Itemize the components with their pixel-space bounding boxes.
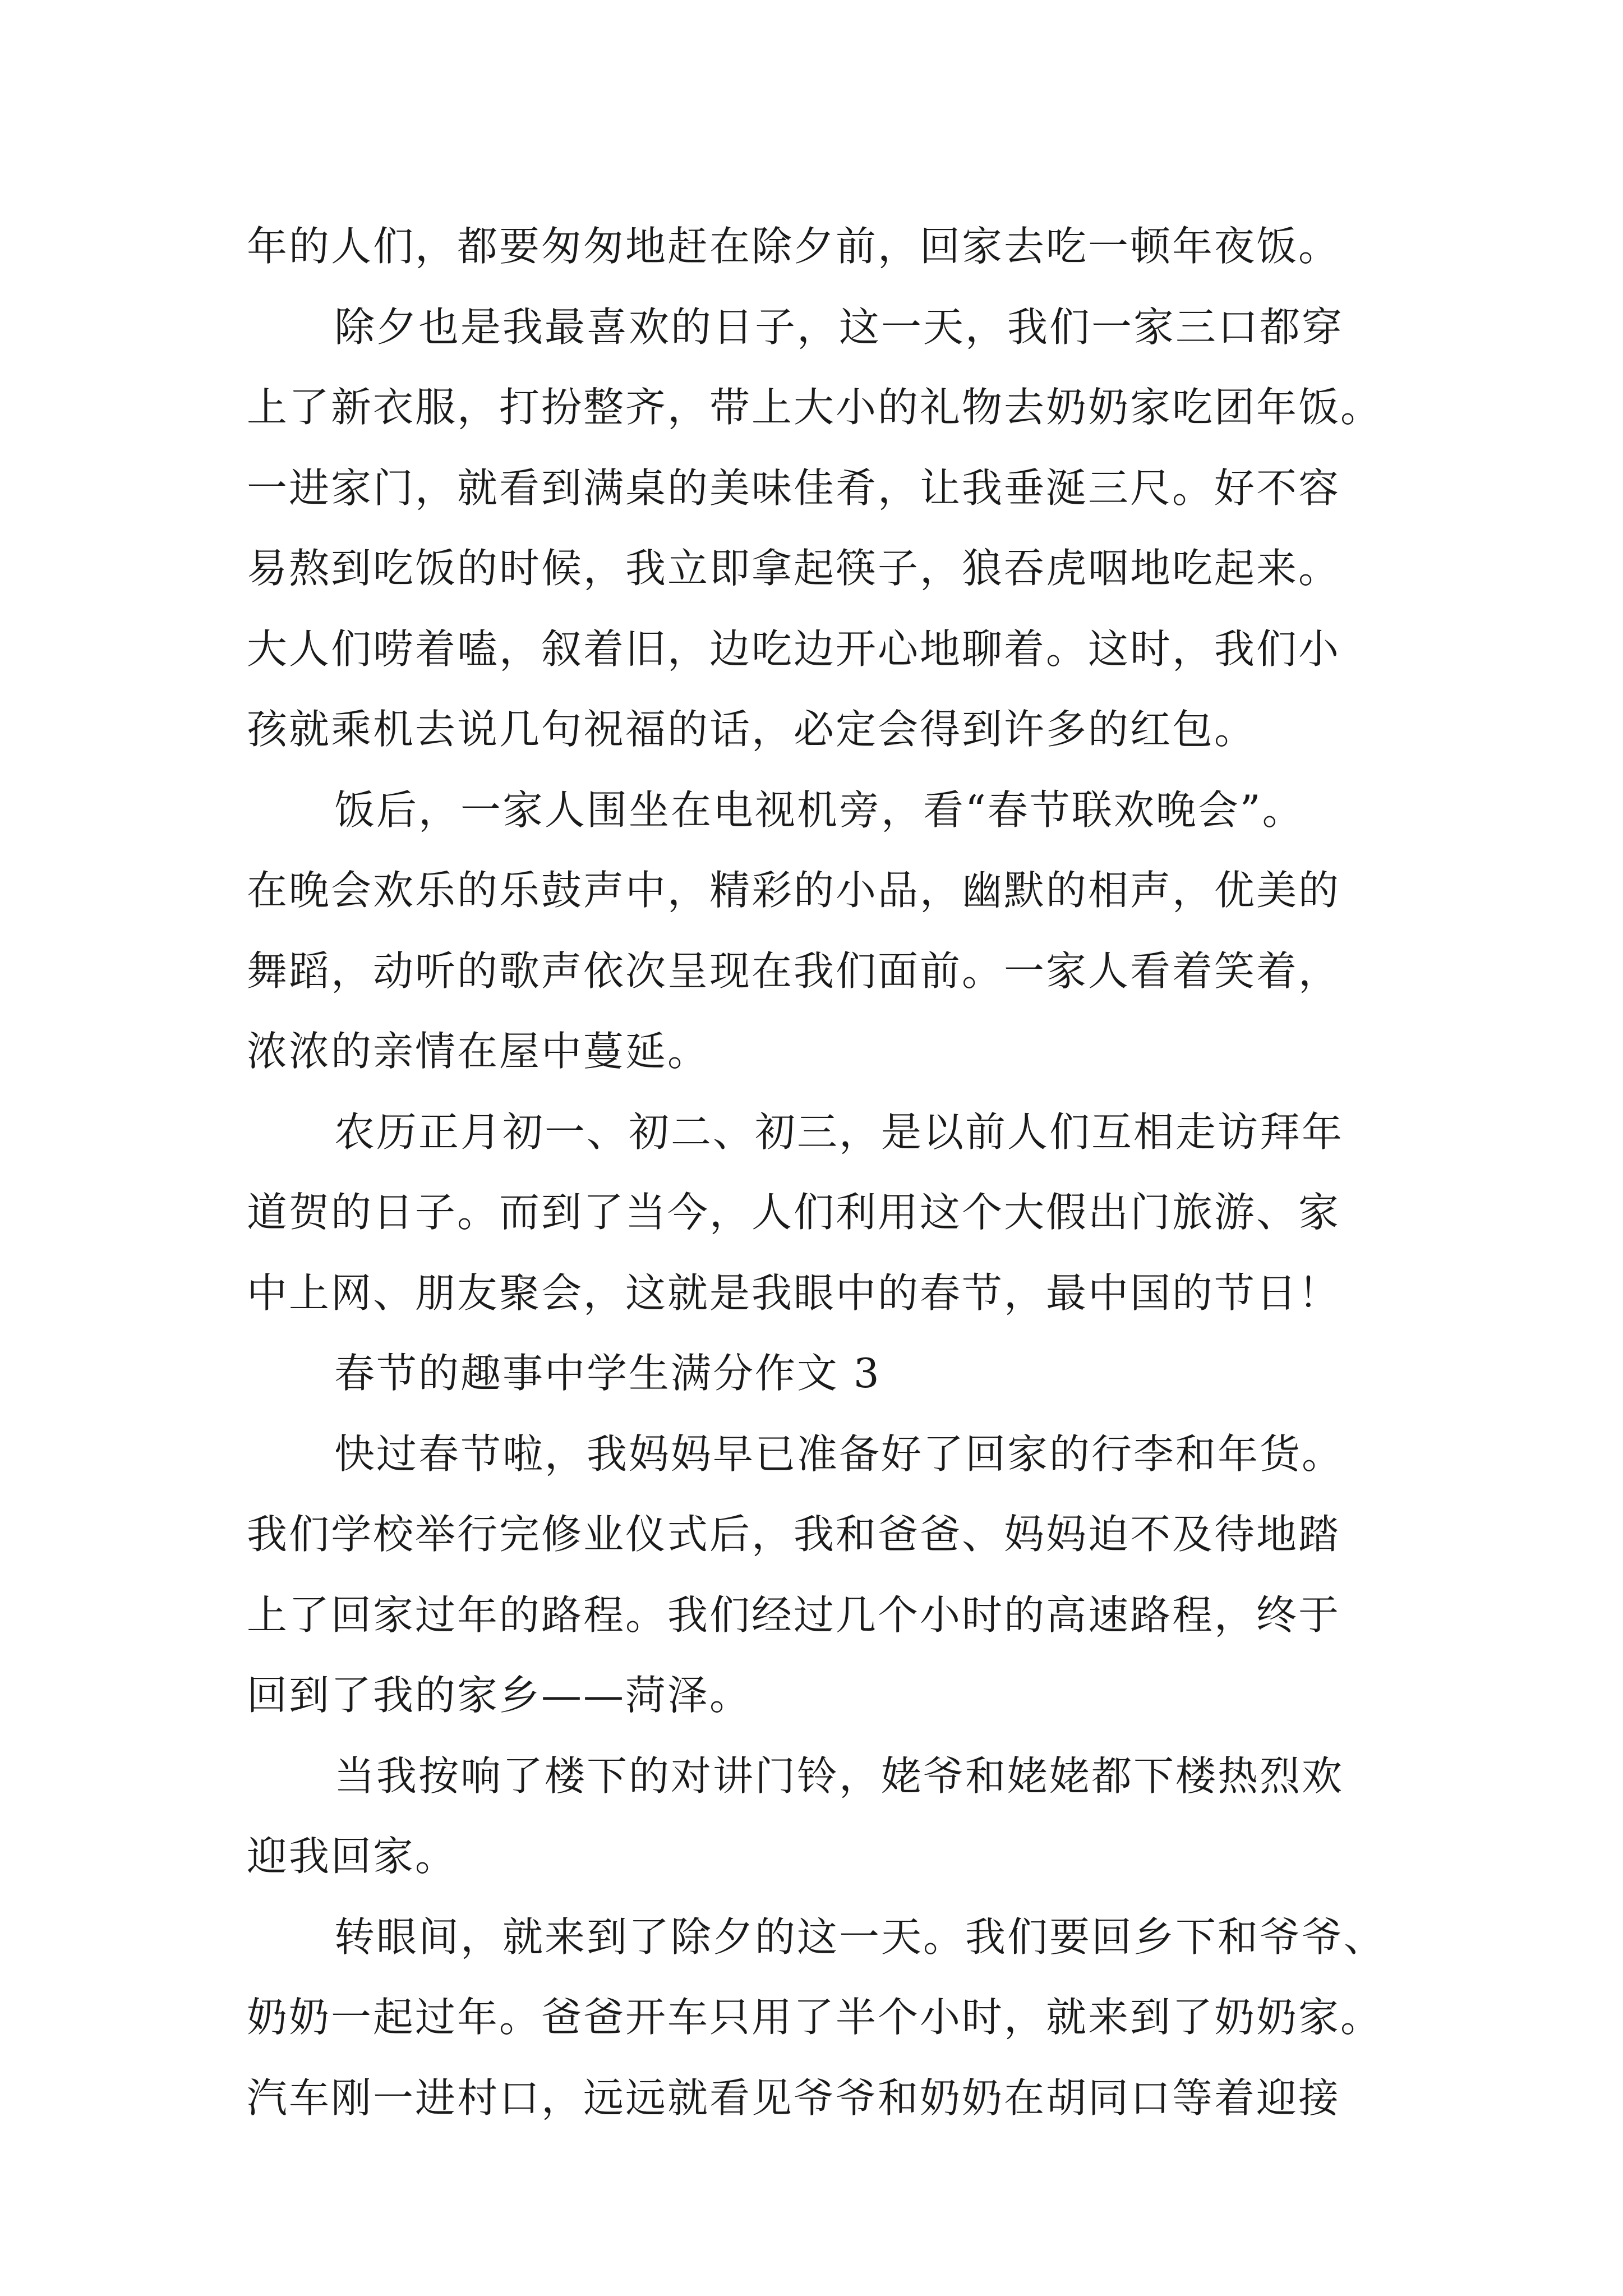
text-line: 大人们唠着嗑，叙着旧，边吃边开心地聊着。这时，我们小 <box>247 625 1341 673</box>
text-line: 中上网、朋友聚会，这就是我眼中的春节，最中国的节日！ <box>247 1269 1341 1317</box>
text-line: 快过春节啦，我妈妈早已准备好了回家的行李和年货。 <box>334 1430 1344 1478</box>
text-line: 易熬到吃饭的时候，我立即拿起筷子，狼吞虎咽地吃起来。 <box>247 545 1341 592</box>
text-line: 上了回家过年的路程。我们经过几个小时的高速路程，终于 <box>247 1591 1341 1639</box>
text-line: 汽车刚一进村口，远远就看见爷爷和奶奶在胡同口等着迎接 <box>247 2074 1341 2122</box>
text-line: 迎我回家。 <box>247 1833 458 1880</box>
document-body <box>247 206 1385 2138</box>
section-heading: 春节的趣事中学生满分作文 3 <box>334 1350 881 1397</box>
text-line: 除夕也是我最喜欢的日子，这一天，我们一家三口都穿 <box>334 303 1344 351</box>
text-line: 上了新衣服，打扮整齐，带上大小的礼物去奶奶家吃团年饭。 <box>247 384 1383 431</box>
text-line: 舞蹈，动听的歌声依次呈现在我们面前。一家人看着笑着， <box>247 947 1341 995</box>
text-line: 我们学校举行完修业仪式后，我和爸爸、妈妈迫不及待地踏 <box>247 1511 1341 1558</box>
text-line: 转眼间，就来到了除夕的这一天。我们要回乡下和爷爷、 <box>334 1913 1386 1961</box>
text-line: 农历正月初一、初二、初三，是以前人们互相走访拜年 <box>334 1108 1344 1156</box>
text-line: 一进家门，就看到满桌的美味佳肴，让我垂涎三尺。好不容 <box>247 464 1341 512</box>
text-line: 回到了我的家乡——菏泽。 <box>247 1672 752 1719</box>
text-line: 年的人们，都要匆匆地赶在除夕前，回家去吃一顿年夜饭。 <box>247 223 1341 270</box>
text-line: 孩就乘机去说几句祝福的话，必定会得到许多的红包。 <box>247 706 1257 753</box>
text-line: 道贺的日子。而到了当今，人们利用这个大假出门旅游、家 <box>247 1189 1341 1236</box>
text-line: 浓浓的亲情在屋中蔓延。 <box>247 1028 710 1075</box>
text-line: 当我按响了楼下的对讲门铃，姥爷和姥姥都下楼热烈欢 <box>334 1752 1344 1800</box>
text-line: 饭后，一家人围坐在电视机旁，看“春节联欢晚会”。 <box>334 786 1304 834</box>
text-line: 奶奶一起过年。爸爸开车只用了半个小时，就来到了奶奶家。 <box>247 1994 1383 2041</box>
text-line: 在晚会欢乐的乐鼓声中，精彩的小品，幽默的相声，优美的 <box>247 867 1341 914</box>
